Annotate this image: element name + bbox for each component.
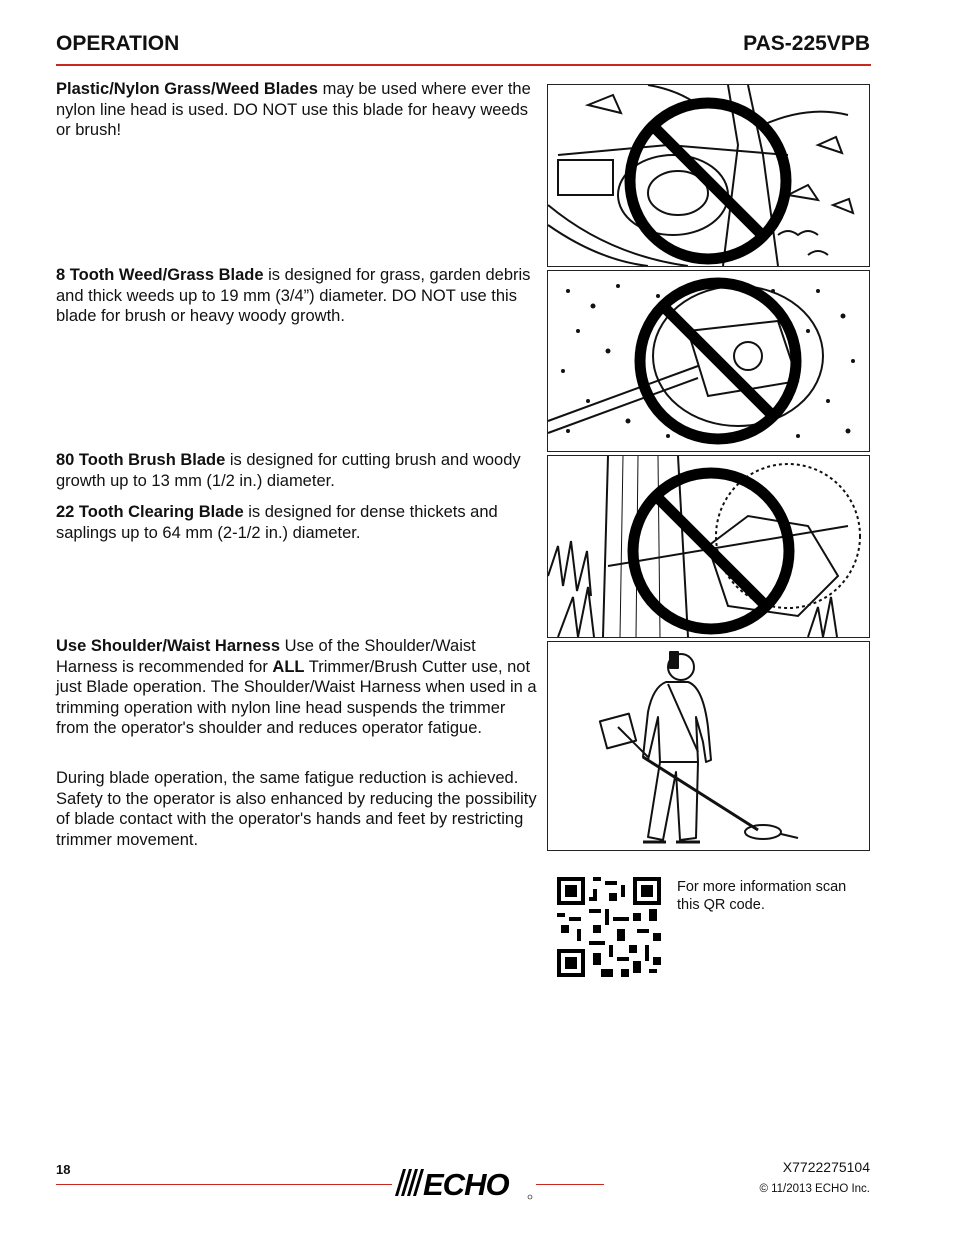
term-8-tooth-blade: 8 Tooth Weed/Grass Blade xyxy=(56,266,264,284)
part-number: X7722275104 xyxy=(782,1159,870,1175)
desc-blade-operation: During blade operation, the same fatigue reduction is achieved. Safety to the operator is also enhanced by reducing the possibility of blade contact with the operator's hands and feet by restricting trimmer movement. xyxy=(56,769,537,849)
term-80-tooth-blade: 80 Tooth Brush Blade xyxy=(56,451,226,469)
illustration-tree-trimmer xyxy=(548,85,869,266)
desc-nylon-blades: may be used where ever the nylon line head is used. DO NOT use this blade for heavy weeds or brush! xyxy=(56,80,531,139)
paragraph-8-tooth-blade xyxy=(56,265,538,327)
header-rule xyxy=(56,64,871,66)
page-number: 18 xyxy=(56,1162,71,1177)
echo-logo xyxy=(393,1166,539,1200)
model-number: PAS-225VPB xyxy=(743,32,870,55)
paragraph-nylon-blades xyxy=(56,79,538,141)
term-nylon-blades: Plastic/Nylon Grass/Weed Blades xyxy=(56,80,318,98)
figure-operator-harness xyxy=(547,641,870,851)
emph-all: ALL xyxy=(272,657,305,676)
desc-80-tooth-blade: is designed for cutting brush and woody growth up to 13 mm (1/2 in.) diameter. xyxy=(56,451,521,490)
qr-caption: For more information scan this QR code. xyxy=(677,879,847,913)
figure-nylon-blade-prohibited xyxy=(547,84,870,267)
desc-22-tooth-blade: is designed for dense thickets and saplings up to 64 mm (2-1/2 in.) diameter. xyxy=(56,503,498,542)
term-harness: Use Shoulder/Waist Harness xyxy=(56,637,281,655)
figure-8-tooth-blade-prohibited xyxy=(547,270,870,452)
illustration-operator xyxy=(548,642,869,850)
footer-rule-right xyxy=(536,1184,604,1185)
copyright: © 11/2013 ECHO Inc. xyxy=(759,1183,870,1195)
paragraph-22-tooth-blade xyxy=(56,502,538,543)
qr-code[interactable] xyxy=(557,877,661,977)
paragraph-harness xyxy=(56,636,538,739)
desc-harness-a: Use of the Shoulder/Waist Harness is recommended for xyxy=(56,637,476,676)
desc-harness-b: Trimmer/Brush Cutter use, not just Blade operation. The Shoulder/Waist Harness when used in a trimming operation with nylon line head suspends the trimmer from the operator's shoulder and reduces operator fatigue. xyxy=(56,657,537,737)
paragraph-80-tooth-blade xyxy=(56,450,538,491)
paragraph-blade-operation xyxy=(56,768,538,850)
desc-8-tooth-blade: is designed for grass, garden debris and thick weeds up to 19 mm (3/4”) diameter. DO NOT use this blade for brush or heavy woody growth. xyxy=(56,266,531,325)
figure-brush-blade-prohibited xyxy=(547,455,870,638)
echo-logo-text: ECHO xyxy=(423,1167,509,1200)
section-title: OPERATION xyxy=(56,32,180,55)
illustration-grass-blade xyxy=(548,271,869,451)
term-22-tooth-blade: 22 Tooth Clearing Blade xyxy=(56,503,244,521)
footer-rule-left xyxy=(56,1184,392,1185)
illustration-brush-blade xyxy=(548,456,869,637)
